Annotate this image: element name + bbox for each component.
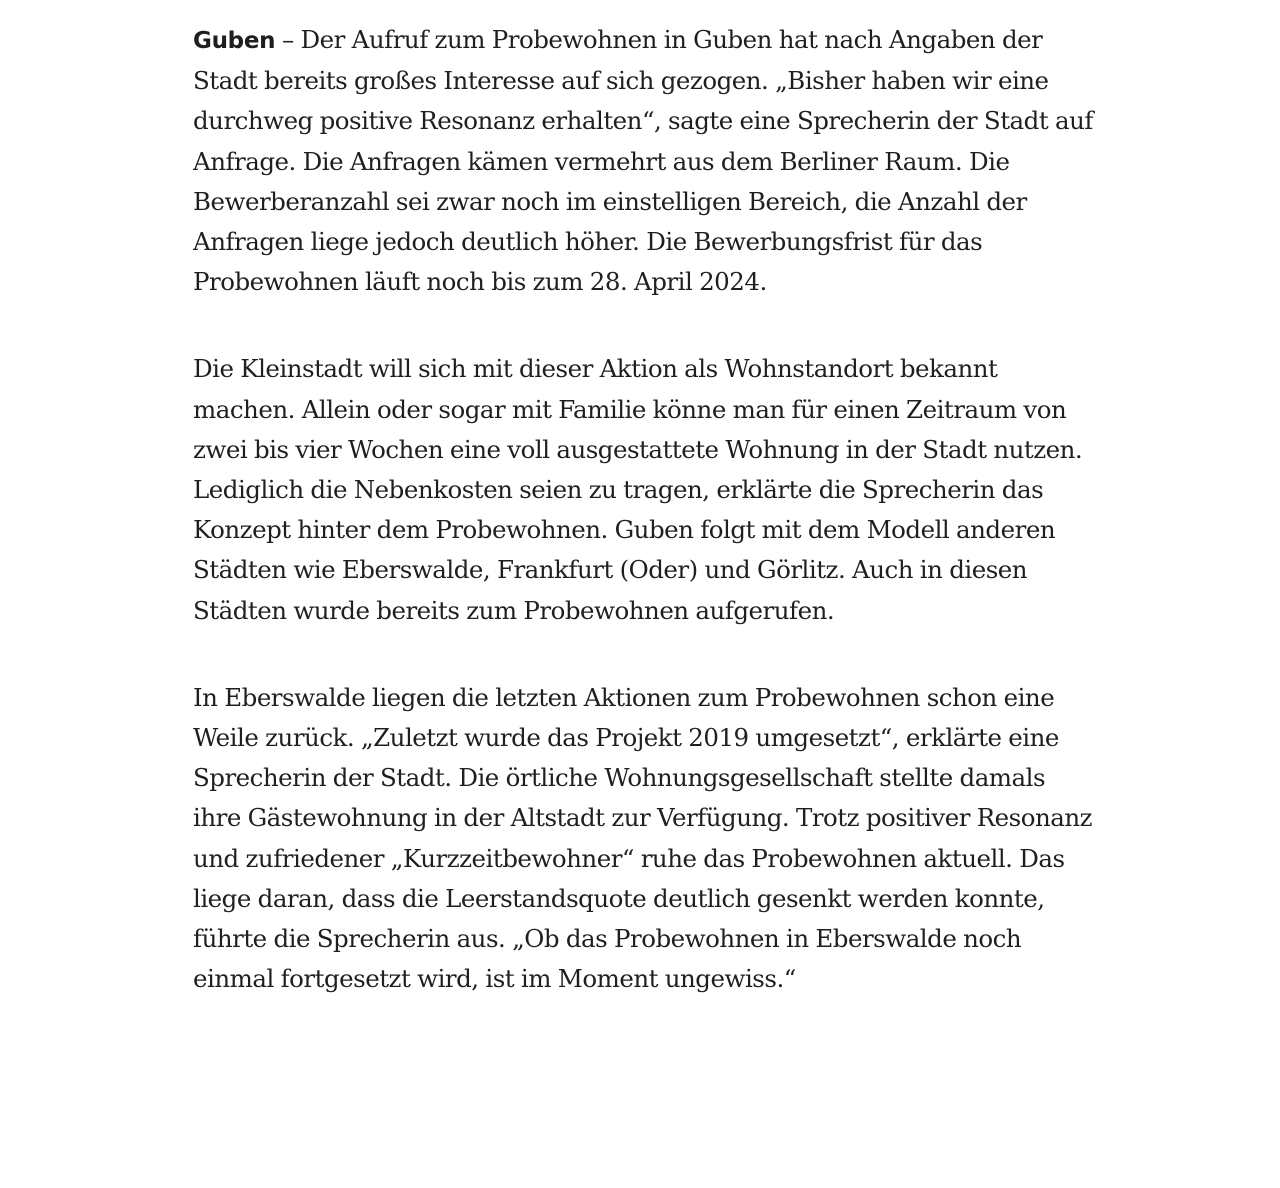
article-paragraph-2: Die Kleinstadt will sich mit dieser Aktion als Wohnstandort bekannt machen. Allein oder sogar mit Familie könne man für einen Zeitraum von zwei bis vier Wochen eine voll ausgestattete Wohnung in der Stadt nutzen. Lediglich die Nebenkosten seien zu tragen, erklärte die Sprecherin das Konzept hinter dem Probewohnen. Guben folgt mit dem Modell anderen Städten wie Eberswalde, Frankfurt (Oder) und Görlitz. Auch in diesen Städten wurde bereits zum Probewohnen aufgerufen. xyxy=(193,354,1083,625)
article-paragraph-3: In Eberswalde liegen die letzten Aktionen zum Probewohnen schon eine Weile zurück. „Zuletzt wurde das Projekt 2019 umgesetzt“, erklärte eine Sprecherin der Stadt. Die örtliche Wohnungsgesellschaft stellte damals ihre Gästewohnung in der Altstadt zur Verfügung. Trotz positiver Resonanz und zufriedener „Kurzzeitbewohner“ ruhe das Probewohnen aktuell. Das liege daran, dass die Leerstandsquote deutlich gesenkt werden konnte, führte die Sprecherin aus. „Ob das Probewohnen in Eberswalde noch einmal fortgesetzt wird, ist im Moment ungewiss.“ xyxy=(193,682,1093,994)
dateline-city: Guben xyxy=(193,28,276,54)
article-paragraph-1 xyxy=(193,20,1093,302)
paragraph-1-text: Der Aufruf zum Probewohnen in Guben hat nach Angaben der Stadt bereits großes Interesse auf sich gezogen. „Bisher haben wir eine durchweg positive Resonanz erhalten“, sagte eine Sprecherin der Stadt auf Anfrage. Die Anfragen kämen vermehrt aus dem Berliner Raum. Die Bewerberanzahl sei zwar noch im einstelligen Bereich, die Anzahl der Anfragen liege jedoch deutlich höher. Die Bewerbungsfrist für das Probewohnen läuft noch bis zum 28. April 2024. xyxy=(193,25,1093,297)
dateline-separator: – xyxy=(275,25,301,54)
article-body xyxy=(193,20,1093,1046)
